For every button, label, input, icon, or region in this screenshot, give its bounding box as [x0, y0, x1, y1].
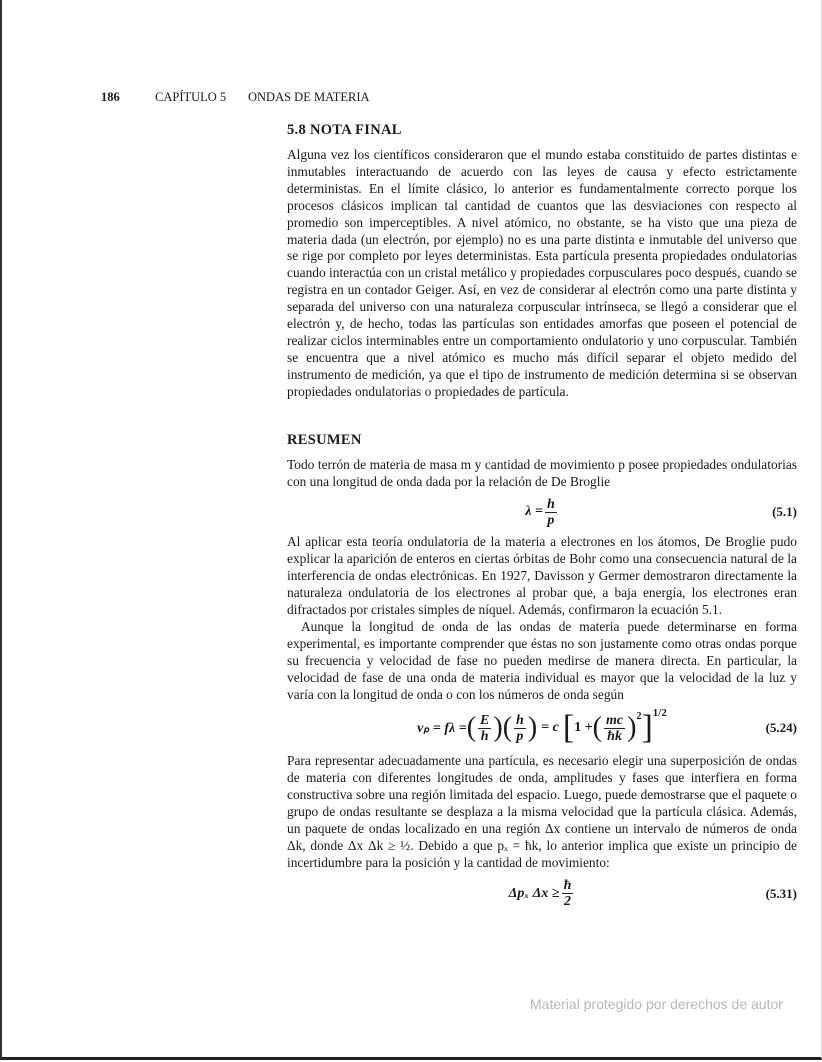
section-paragraph: Alguna vez los científicos consideraron que el mundo estaba constituido de partes distintas e inmutables interactuando de acuerdo con las leyes de causa y efecto estrictamente deterministas. En el límite clásico, lo anterior es fundamentalmente correcto porque los procesos clásicos implican tal cantidad de cuantos que las desviaciones con respecto al promedio son imperceptibles. A nivel atómico, no obstante, se ha visto que una pieza de materia dada (un electrón, por ejemplo) no es una parte distinta e inmutable del universo que se rige por completo por leyes deterministas. Esta partícula presenta propiedades ondulatorias cuando interactúa con un cristal metálico y propiedades corpusculares poco después, cuando se registra en un contador Geiger. Así, en vez de considerar al electrón como una parte distinta y separada del universo con una naturaleza corpuscular intrínseca, se llegó a considerar que el electrón y, de hecho, todas las partículas son entidades amorfas que poseen el potencial de realizar ciclos interminables entre un comportamiento ondulatorio y uno corpuscular. También se encuentra que a nivel atómico es mucho más difícil separar el objeto medido del instrumento de medición, ya que el tipo de instrumento de medición determina si se observan propiedades ondulatorias o propiedades de partícula. [287, 147, 797, 399]
denominator: p [516, 728, 524, 744]
summary-paragraph-3: Aunque la longitud de onda de las ondas de materia puede determinarse en forma experimental, es importante comprender que éstas no son justamente como otras ondas porque su frecuencia y velocidad de fase no pueden medirse de manera directa. En particular, la velocidad de fase de una onda de materia individual es mayor que la velocidad de la luz y varía con la longitud de onda o con los números de onda según [287, 618, 797, 702]
summary-heading: RESUMEN [287, 431, 362, 448]
numerator: ħ [563, 878, 572, 894]
eq-fraction [514, 713, 526, 744]
eq-lhs: vₚ = fλ = [417, 720, 467, 736]
numerator: mc [606, 712, 624, 728]
equation-5-24: vₚ = fλ = ( $\frac{E}{h}$ ) ( $\frac{h}{p}$ ) = c [ 1 + ( $\frac{mc}{ħk}$ ) $^2$ ] $^{1/2}$ (5.24) [417, 707, 797, 747]
eq-fraction [562, 878, 574, 909]
summary-paragraph-2: Al aplicar esta teoría ondulatoria de la materia a electrones en los átomos, De Broglie pudo explicar la aparición de enteros en ciertas órbitas de Bohr como una consecuencia natural de la interferencia de ondas electrónicas. En 1927, Davisson y Germer demostraron directamente la naturaleza ondulatoria de los electrones al probar que, a baja energía, los electrones eran difractados por cristales simples de níquel. Además, confirmaron la ecuación 5.1. [287, 534, 797, 618]
chapter-label: CAPÍTULO 5 [155, 90, 227, 104]
numerator: E [480, 712, 490, 728]
summary-paragraph-4: Para representar adecuadamente una partícula, es necesario elegir una superposición de ondas de materia con diferentes longitudes de onda, amplitudes y fases que interfiera en forma constructiva sobre una región limitada del espacio. Luego, puede demostrarse que el paquete o grupo de ondas resultante se desplaza a la misma velocidad que la partícula clásica. Además, un paquete de ondas localizado en una región Δx contiene un intervalo de números de onda Δk, donde Δx Δk ≥ ½. Debido a que pₓ = ħk, lo anterior implica que existe un principio de incertidumbre para la posición y la cantidad de movimiento: [287, 753, 797, 870]
page-number: 186 [101, 90, 120, 104]
equation-number: (5.1) [772, 504, 797, 520]
equation-5-1 [287, 490, 797, 534]
eq-lhs: Δpₓ Δx ≥ [508, 885, 560, 901]
numerator: h [546, 496, 555, 512]
equation-number: (5.31) [765, 885, 797, 901]
eq-fraction [545, 497, 557, 528]
denominator: ħk [607, 728, 622, 744]
denominator: h [480, 728, 489, 744]
numerator: h [516, 712, 524, 728]
eq-exponent: 1/2 [652, 707, 667, 720]
summary-paragraph-1: Todo terrón de materia de masa m y cantidad de movimiento p posee propiedades ondulatorias con una longitud de onda dada por la relación de De Broglie [287, 456, 797, 489]
eq-fraction [478, 713, 491, 744]
eq-one: 1 + [574, 720, 593, 736]
eq-mid: = c [541, 720, 559, 736]
equation-5-31 [287, 872, 797, 916]
denominator: p [547, 512, 555, 528]
eq-lhs: λ = [525, 504, 543, 520]
eq-fraction [604, 713, 625, 744]
text-column [287, 122, 797, 916]
denominator: 2 [563, 894, 571, 910]
equation-number: (5.24) [765, 720, 797, 736]
copyright-watermark: Material protegido por derechos de autor [530, 996, 783, 1012]
section-heading: 5.8 NOTA FINAL [287, 122, 402, 138]
chapter-title: ONDAS DE MATERIA [248, 90, 370, 104]
eq-power: 2 [636, 711, 642, 723]
